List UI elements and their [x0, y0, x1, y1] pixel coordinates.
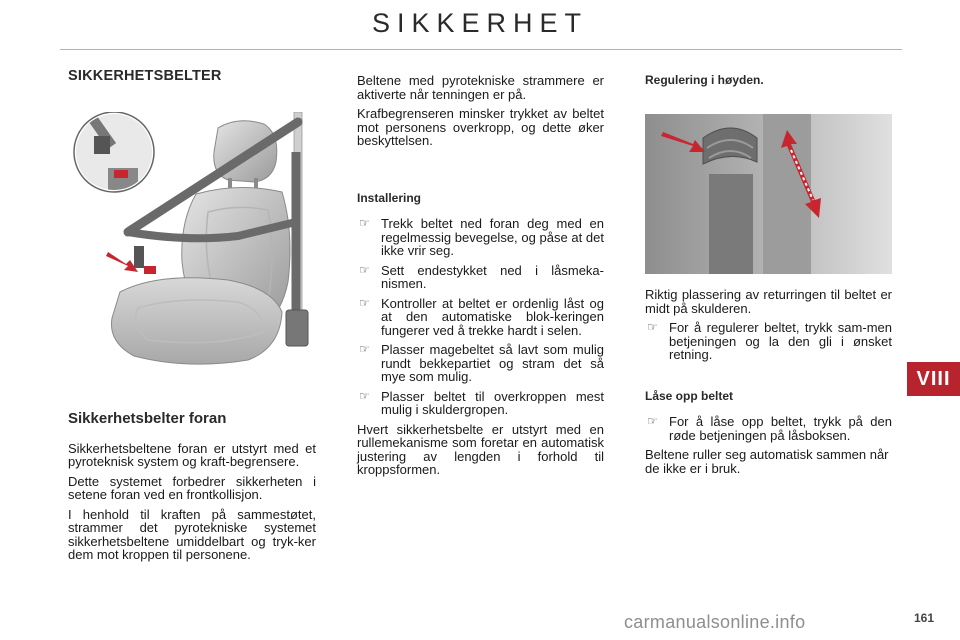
pointing-hand-icon: ☞ — [647, 414, 658, 428]
height-steps-list — [645, 321, 892, 362]
pointing-hand-icon: ☞ — [647, 320, 658, 334]
pointing-hand-icon: ☞ — [359, 295, 370, 310]
paragraph: Krafbegrenseren minsker trykket av beltet mot personens overkropp, og dette øker beskyttelsen. — [357, 106, 604, 148]
list-item: ☞ For å regulerer beltet, trykk sam-men betjeningen og la den gli i ønsket retning. — [647, 320, 892, 362]
seat-belt-illustration — [68, 112, 322, 372]
chapter-tab[interactable]: VIII — [907, 362, 960, 396]
paragraph: Beltene med pyrotekniske strammere er aktiverte når tenningen er på. — [357, 73, 604, 102]
unlock-heading: Låse opp beltet — [645, 388, 734, 403]
paragraph: Hvert sikkerhetsbelte er utstyrt med en rullemekanisme som foretar en automatisk justering av lengden i forhold til kroppsformen. — [357, 421, 604, 477]
unlock-steps-list — [645, 415, 892, 442]
column-right-text — [645, 288, 892, 481]
pointing-hand-icon: ☞ — [359, 342, 370, 356]
list-item: ☞ Trekk beltet ned foran deg med en regelmessig bevegelse, og påse at det ikke vrir seg. — [359, 216, 604, 258]
installing-heading: Installering — [357, 190, 422, 205]
height-adjuster-illustration — [645, 114, 892, 274]
install-steps-list — [357, 217, 604, 417]
height-adjust-heading: Regulering i høyden. — [645, 73, 764, 87]
list-item: ☞ For å låse opp beltet, trykk på den røde betjeningen på låsboksen. — [647, 414, 892, 443]
column-left-text — [68, 412, 316, 568]
paragraph: Riktig plassering av returringen til beltet er midt på skulderen. — [645, 287, 892, 316]
header-divider — [60, 49, 902, 50]
list-item: ☞ Plasser magebeltet så lavt som mulig rundt bekkepartiet og stram det så mye som mulig. — [359, 342, 604, 384]
section-title: SIKKERHETSBELTER — [68, 68, 222, 84]
paragraph: Sikkerhetsbeltene foran er utstyrt med et pyroteknisk system og kraft-begrensere. — [68, 440, 316, 469]
column-left — [68, 70, 316, 84]
list-item: ☞ Kontroller at beltet er ordenlig låst og at den automatiske blok-keringen fungerer ved å trekke hardt i selen. — [359, 295, 604, 338]
paragraph: I henhold til kraften på sammestøtet, strammer det pyrotekniske systemet sikkerhetsbeltene umiddelbart og tryk-ker dem mot kroppen til personene. — [68, 506, 316, 562]
column-right — [645, 74, 892, 100]
paragraph: Beltene ruller seg automatisk sammen når de ikke er i bruk. — [645, 447, 889, 476]
pointing-hand-icon: ☞ — [359, 388, 370, 403]
watermark: carmanualsonline.info — [624, 612, 806, 632]
page-title: SIKKERHET — [371, 8, 589, 38]
pointing-hand-icon: ☞ — [359, 216, 370, 230]
column-middle — [357, 74, 604, 483]
pointing-hand-icon: ☞ — [359, 262, 370, 277]
list-item: ☞ Plasser beltet til overkroppen mest mulig i skuldergropen. — [359, 388, 604, 417]
page-number: 161 — [914, 611, 935, 625]
list-item: ☞ Sett endestykket ned i låsmeka-nismen. — [359, 262, 604, 291]
paragraph: Dette systemet forbedrer sikkerheten i setene foran ved en frontkollisjon. — [68, 473, 316, 502]
front-belts-subtitle: Sikkerhetsbelter foran — [68, 410, 227, 427]
